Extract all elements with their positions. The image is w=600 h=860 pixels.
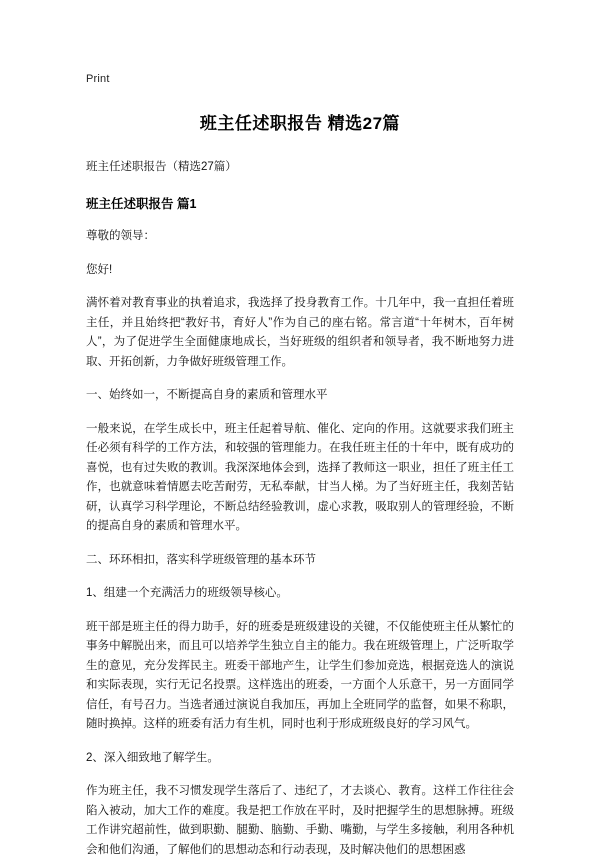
paragraph: 一般来说，在学生成长中，班主任起着导航、催化、定向的作用。这就要求我们班主任必须有科学的工作方法，和较强的管理能力。在我任班主任的十年中，既有成功的喜悦，也有过失败的教训。我深深地体会到，选择了教师这一职业，担任了班主任工作，也就意味着情愿去吃苦耐劳，无私奉献，甘当人梯。为了当好班主任，我刻苦钻研，认真学习科学理论，不断总结经验教训，虚心求教，吸取别人的管理经验，不断的提高自身的素质和管理水平。 [86,422,514,532]
print-button[interactable]: Print [86,73,110,85]
paragraph: 二、环环相扣，落实科学班级管理的基本环节 [86,553,316,566]
document-page [0,72,600,856]
paragraph: 您好! [86,263,113,276]
paragraph: 一、始终如一，不断提高自身的素质和管理水平 [86,389,328,401]
paragraph: 1、组建一个充满活力的班级领导核心。 [86,587,288,599]
document-subtitle: 班主任述职报告（精选27篇） [86,161,237,173]
paragraph: 作为班主任，我不习惯发现学生落后了、违纪了，才去谈心、教育。这样工作往往会陷入被动，加大工作的难度。我是把工作放在平时，及时把握学生的思想脉搏。班级工作讲究超前性，做到职勤、腿勤、脑勤、手勤、嘴勤，与学生多接触，利用各种机会和他们沟通，了解他们的思想动态和行动表现，及时解决他们的思想困惑 [86,785,514,856]
paragraph: 2、深入细致地了解学生。 [86,751,219,764]
paragraph: 班干部是班主任的得力助手，好的班委是班级建设的关键，不仅能使班主任从繁忙的事务中解脱出来，而且可以培养学生独立自主的能力。我在班级管理上，广泛听取学生的意见，充分发挥民主。班委干部地产生，让学生们参加竞选，根据竞选人的演说和实际表现，实行无记名投票。这样选出的班委，一方面个人乐意干，另一方面同学信任，有号召力。当选者通过演说自我加压，再加上全班同学的监督，如果不称职，随时换掉。这样的班委有活力有生机，同时也利于形成班级良好的学习风气。 [86,620,514,730]
page-title: 班主任述职报告 精选27篇 [199,114,401,133]
paragraph: 满怀着对教育事业的执着追求，我选择了投身教育工作。十几年中，我一直担任着班主任，并且始终把“教好书，育好人”作为自己的座右铭。常言道“十年树木，百年树人”，为了促进学生全面健康地成长，当好班级的组织者和领导者，我不断地努力进取、开拓创新，力争做好班级管理工作。 [86,297,514,368]
section-heading: 班主任述职报告 篇1 [86,197,197,211]
paragraph: 尊敬的领导： [86,230,155,242]
